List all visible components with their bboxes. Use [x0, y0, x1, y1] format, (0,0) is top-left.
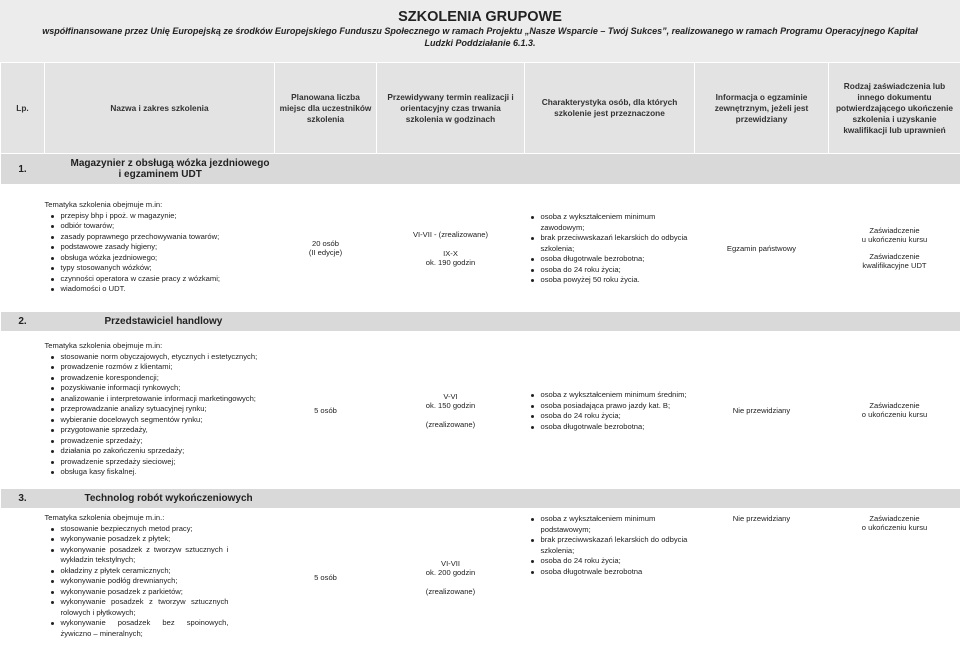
list-item: analizowanie i interpretowanie informacji marketingowych; — [61, 394, 269, 405]
term-cell: V-VI ok. 150 godzin (zrealizowane) — [425, 391, 476, 429]
col-header-name: Nazwa i zakres szkolenia — [45, 63, 275, 154]
list-item: czynności operatora w czasie pracy z wózkami; — [61, 274, 269, 285]
term-cell: VI-VII - (zrealizowane) IX-X ok. 190 godzin — [412, 229, 489, 267]
section-title-row — [1, 489, 960, 508]
section-body-row — [1, 331, 960, 489]
col-header-characteristics: Charakterystyka osób, dla których szkolenie jest przeznaczone — [525, 63, 695, 154]
list-item: osoba do 24 roku życia; — [541, 411, 695, 422]
section-description — [1, 184, 275, 312]
section-body-row — [1, 184, 960, 312]
list-item: wykonywanie posadzek z płytek; — [61, 534, 229, 545]
list-item: zasady poprawnego przechowywania towarów; — [61, 232, 269, 243]
characteristics-list — [525, 212, 695, 286]
list-item: osoba z wykształceniem minimum podstawowym; — [541, 514, 695, 535]
certificate-cell: Zaświadczenie o ukończeniu kursu — [861, 401, 928, 419]
list-item: osoba do 24 roku życia; — [541, 265, 695, 276]
characteristics-cell — [525, 508, 695, 646]
places-cell: 5 osób — [314, 572, 337, 582]
list-item: wykonywanie posadzek bez spoinowych, żywiczno – mineralnych; — [60, 618, 229, 638]
characteristics-list — [525, 390, 695, 432]
list-item: osoba z wykształceniem minimum zawodowym; — [541, 212, 695, 233]
exam-cell: Nie przewidziany — [732, 405, 791, 415]
document-title: SZKOLENIA GRUPOWE — [398, 9, 562, 25]
table-header-row — [1, 63, 960, 154]
section-title-row — [1, 312, 960, 331]
list-item: obsługa wózka jezdniowego; — [61, 253, 269, 264]
list-item: pozyskiwanie informacji rynkowych; — [61, 383, 269, 394]
characteristics-cell — [525, 184, 695, 312]
section-title: Magazynier z obsługą wózka jezdniowego i egzaminem UDT — [45, 154, 960, 185]
list-item: typy stosowanych wózków; — [61, 263, 269, 274]
list-item: wykonywanie posadzek z tworzyw sztucznych i wykładzin tekstylnych; — [60, 544, 229, 565]
list-item: wiadomości o UDT. — [61, 284, 269, 295]
list-item: wykonywanie posadzek z parkietów; — [61, 587, 229, 598]
places-cell: 20 osób (II edycje) — [308, 239, 343, 257]
section-description — [1, 331, 275, 489]
list-item: prowadzenie sprzedaży sieciowej; — [61, 457, 269, 468]
exam-cell: Nie przewidziany — [732, 514, 791, 523]
certificate-cell: Zaświadczenie u ukończeniu kursu Zaświadczenie kwalifikacyjne UDT — [861, 226, 928, 270]
list-item: działania po zakończeniu sprzedaży; — [61, 446, 269, 457]
topics-list — [45, 524, 269, 640]
section-body-row — [1, 508, 960, 646]
section-description — [1, 508, 275, 646]
topics-list — [45, 352, 269, 478]
list-item: osoba powyżej 50 roku życia. — [541, 275, 695, 286]
section-number: 1. — [1, 154, 45, 185]
col-header-exam: Informacja o egzaminie zewnętrznym, jeżeli jest przewidziany — [695, 63, 829, 154]
list-item: prowadzenie sprzedaży; — [61, 436, 269, 447]
list-item: wykonywanie posadzek z tworzyw sztucznych rolowych i płytkowych; — [60, 597, 229, 617]
document-header — [0, 0, 960, 62]
list-item: prowadzenie korespondencji; — [61, 373, 269, 384]
characteristics-list — [525, 514, 695, 577]
list-item: przeprowadzanie analizy sytuacyjnej rynku; — [61, 404, 269, 415]
document-subtitle: współfinansowane przez Unię Europejską ze środków Europejskiego Funduszu Społecznego w ramach Projektu „Nasze Wsparcie – Twój Sukces”, realizowanego w ramach Programu Operacyjnego Kapitał Ludzki Poddziałanie 6.1.3. — [42, 26, 918, 48]
list-item: osoba posiadająca prawo jazdy kat. B; — [541, 401, 695, 412]
exam-cell: Egzamin państwowy — [726, 243, 797, 253]
section-number: 3. — [1, 489, 45, 508]
list-item: przepisy bhp i ppoż. w magazynie; — [61, 211, 269, 222]
list-item: osoba długotrwale bezrobotna — [541, 567, 695, 578]
term-cell: VI-VII ok. 200 godzin (zrealizowane) — [425, 558, 476, 596]
col-header-lp: Lp. — [1, 63, 45, 154]
list-item: osoba długotrwale bezrobotna; — [541, 254, 695, 265]
trainings-table — [0, 62, 960, 646]
list-item: brak przeciwwskazań lekarskich do odbycia szkolenia; — [541, 535, 695, 556]
col-header-places: Planowana liczba miejsc dla uczestników szkolenia — [275, 63, 377, 154]
section-title: Przedstawiciel handlowy — [45, 312, 960, 331]
col-header-term: Przewidywany termin realizacji i orientacyjny czas trwania szkolenia w godzinach — [377, 63, 525, 154]
col-header-certificate: Rodzaj zaświadczenia lub innego dokumentu potwierdzającego ukończenie szkolenia i uzyskanie kwalifikacji lub uprawnień — [829, 63, 960, 154]
certificate-cell: Zaświadczenie o ukończeniu kursu — [861, 514, 928, 532]
list-item: wykonywanie podłóg drewnianych; — [61, 576, 229, 587]
list-item: osoba długotrwale bezrobotna; — [541, 422, 695, 433]
topics-intro: Tematyka szkolenia obejmuje m.in.: — [44, 512, 165, 522]
list-item: brak przeciwwskazań lekarskich do odbycia szkolenia; — [541, 233, 695, 254]
topics-intro: Tematyka szkolenia obejmuje m.in: — [44, 340, 163, 350]
topics-list — [45, 211, 269, 295]
list-item: przygotowanie sprzedaży, — [61, 425, 269, 436]
list-item: osoba do 24 roku życia; — [541, 556, 695, 567]
section-number: 2. — [1, 312, 45, 331]
section-title: Technolog robót wykończeniowych — [45, 489, 960, 508]
list-item: stosowanie bezpiecznych metod pracy; — [61, 524, 229, 535]
list-item: stosowanie norm obyczajowych, etycznych i estetycznych; — [61, 352, 269, 363]
list-item: osoba z wykształceniem minimum średnim; — [541, 390, 695, 401]
list-item: okładziny z płytek ceramicznych; — [61, 566, 229, 577]
characteristics-cell — [525, 331, 695, 489]
list-item: podstawowe zasady higieny; — [61, 242, 269, 253]
list-item: obsługa kasy fiskalnej. — [61, 467, 269, 478]
list-item: wybieranie docelowych segmentów rynku; — [61, 415, 269, 426]
list-item: prowadzenie rozmów z klientami; — [61, 362, 269, 373]
topics-intro: Tematyka szkolenia obejmuje m.in: — [44, 199, 163, 209]
list-item: odbiór towarów; — [61, 221, 269, 232]
section-title-row — [1, 154, 960, 185]
places-cell: 5 osób — [314, 405, 337, 415]
